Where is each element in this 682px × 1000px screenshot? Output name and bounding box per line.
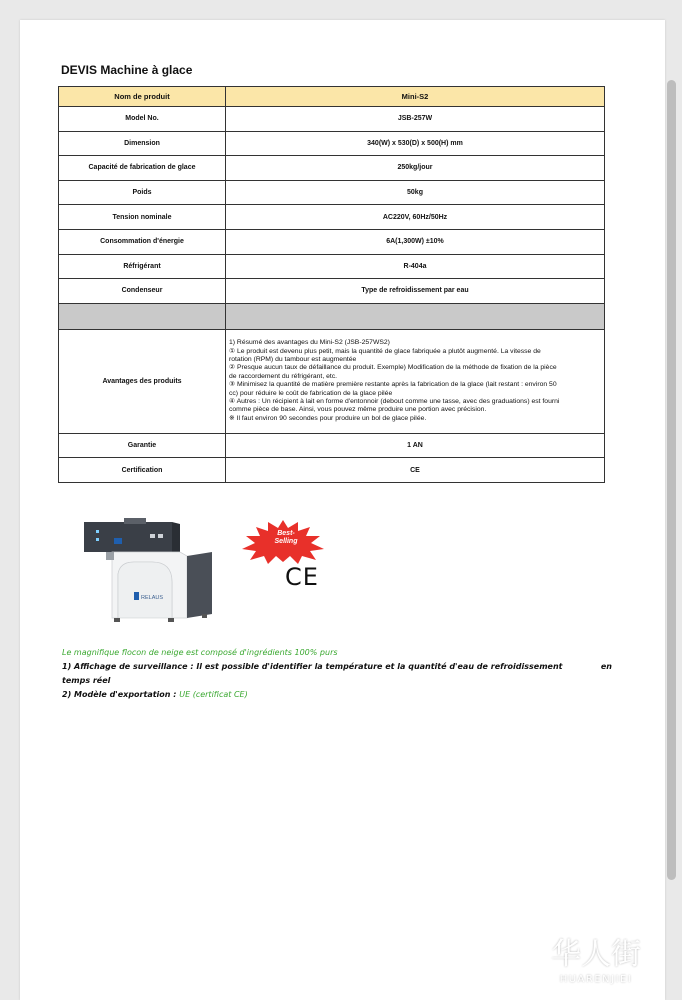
row-value: 50kg — [226, 180, 605, 205]
table-row — [59, 229, 605, 254]
watermark-logo — [536, 936, 656, 996]
row-label: Réfrigérant — [59, 254, 226, 279]
machine-spout — [106, 552, 114, 560]
machine-button — [150, 534, 155, 538]
watermark-chars: 华人街 — [551, 937, 641, 972]
machine-foot — [168, 618, 174, 622]
export-value: UE (certificat CE) — [179, 690, 248, 699]
scrollbar[interactable] — [667, 80, 676, 880]
advantages-line: de raccordement du réfrigérant, etc. — [229, 372, 338, 380]
ce-mark-logo: CE — [285, 563, 319, 591]
row-label: Consommation d'énergie — [59, 229, 226, 254]
table-row — [59, 205, 605, 230]
machine-indicator — [96, 538, 99, 541]
row-value: 6A(1,300W) ±10% — [226, 229, 605, 254]
feature-tail: en — [600, 662, 612, 671]
machine-brand-mark — [134, 592, 139, 600]
row-label: Condenseur — [59, 279, 226, 304]
machine-side-panel — [187, 552, 212, 618]
row-value: CE — [226, 458, 605, 483]
advantages-line: ① Le produit est devenu plus petit, mais la quantité de glace fabriquée a plutôt augmenté. La vitesse de — [229, 347, 541, 355]
document-title: DEVIS Machine à glace — [61, 63, 193, 77]
badge-label — [266, 530, 306, 546]
table-header-row — [59, 87, 605, 107]
table-row — [59, 254, 605, 279]
row-value: JSB-257W — [226, 107, 605, 132]
machine-button — [158, 534, 163, 538]
header-value: Mini-S2 — [226, 87, 605, 107]
row-value: 1 AN — [226, 433, 605, 458]
row-value: 340(W) x 530(D) x 500(H) mm — [226, 131, 605, 156]
machine-indicator — [96, 530, 99, 533]
header-label: Nom de produit — [59, 87, 226, 107]
row-label: Poids — [59, 180, 226, 205]
ice-machine-image — [72, 500, 217, 625]
advantages-line: ④ Autres : Un récipient à lait en forme d'entonnoir (debout comme une tasse, avec des graduations) est fourni — [229, 398, 560, 406]
feature-line — [62, 660, 612, 674]
purity-note: Le magnifique flocon de neige est composé d'ingrédients 100% purs — [62, 648, 338, 657]
advantages-text — [226, 329, 605, 433]
machine-foot — [202, 614, 207, 618]
grey-cell — [59, 303, 226, 329]
row-value: AC220V, 60Hz/50Hz — [226, 205, 605, 230]
table-row — [59, 131, 605, 156]
row-label: Tension nominale — [59, 205, 226, 230]
advantages-line: ※ Il faut environ 90 secondes pour produire un bol de glace pilée. — [229, 414, 427, 422]
row-value: Type de refroidissement par eau — [226, 279, 605, 304]
advantages-line: rotation (RPM) du tambour est augmentée — [229, 356, 357, 364]
advantages-line: ③ Minimisez la quantité de matière première restante après la fabrication de la glace (lait restant : environ 50 — [229, 381, 557, 389]
table-row — [59, 156, 605, 181]
export-prefix: 2) Modèle d'exportation : — [62, 690, 180, 699]
machine-panel-side — [172, 522, 180, 554]
badge-line: Best- — [277, 530, 295, 537]
row-label: Dimension — [59, 131, 226, 156]
row-label: Certification — [59, 458, 226, 483]
advantages-line: comme pièce de base. Ainsi, vous pouvez même produire une portion avec précision. — [229, 406, 487, 414]
grey-cell — [226, 303, 605, 329]
machine-foot — [114, 618, 120, 622]
watermark-latin: HUARENJIEI — [559, 974, 633, 985]
advantages-line: ② Presque aucun taux de défaillance du produit. Exemple) Modification de la méthode de fixation de la pièce — [229, 364, 557, 372]
table-row — [59, 180, 605, 205]
advantages-line: cc) pour réduire le coût de fabrication de la glace pilée — [229, 389, 393, 397]
notes-section — [62, 646, 612, 702]
advantages-line: 1) Résumé des avantages du Mini-S2 (JSB-257WS2) — [229, 339, 390, 347]
spec-table — [58, 86, 605, 483]
advantages-label: Avantages des produits — [59, 329, 226, 433]
table-row — [59, 279, 605, 304]
machine-arch — [118, 562, 172, 618]
machine-brand-text: RELAUS — [141, 595, 164, 601]
machine-top-handle — [124, 518, 146, 524]
export-line — [62, 688, 612, 702]
machine-logo-mark — [114, 538, 122, 544]
advantages-row — [59, 329, 605, 433]
feature-line-cont: temps réel — [62, 676, 111, 685]
row-label: Garantie — [59, 433, 226, 458]
grey-separator-row — [59, 303, 605, 329]
table-row — [59, 107, 605, 132]
row-label: Capacité de fabrication de glace — [59, 156, 226, 181]
badge-line: Selling — [274, 538, 298, 545]
row-label: Model No. — [59, 107, 226, 132]
table-row — [59, 433, 605, 458]
row-value: R-404a — [226, 254, 605, 279]
feature-text: 1) Affichage de surveillance : Il est possible d'identifier la température et la quantité d'eau de refroidissement — [62, 662, 563, 671]
table-row — [59, 458, 605, 483]
row-value: 250kg/jour — [226, 156, 605, 181]
